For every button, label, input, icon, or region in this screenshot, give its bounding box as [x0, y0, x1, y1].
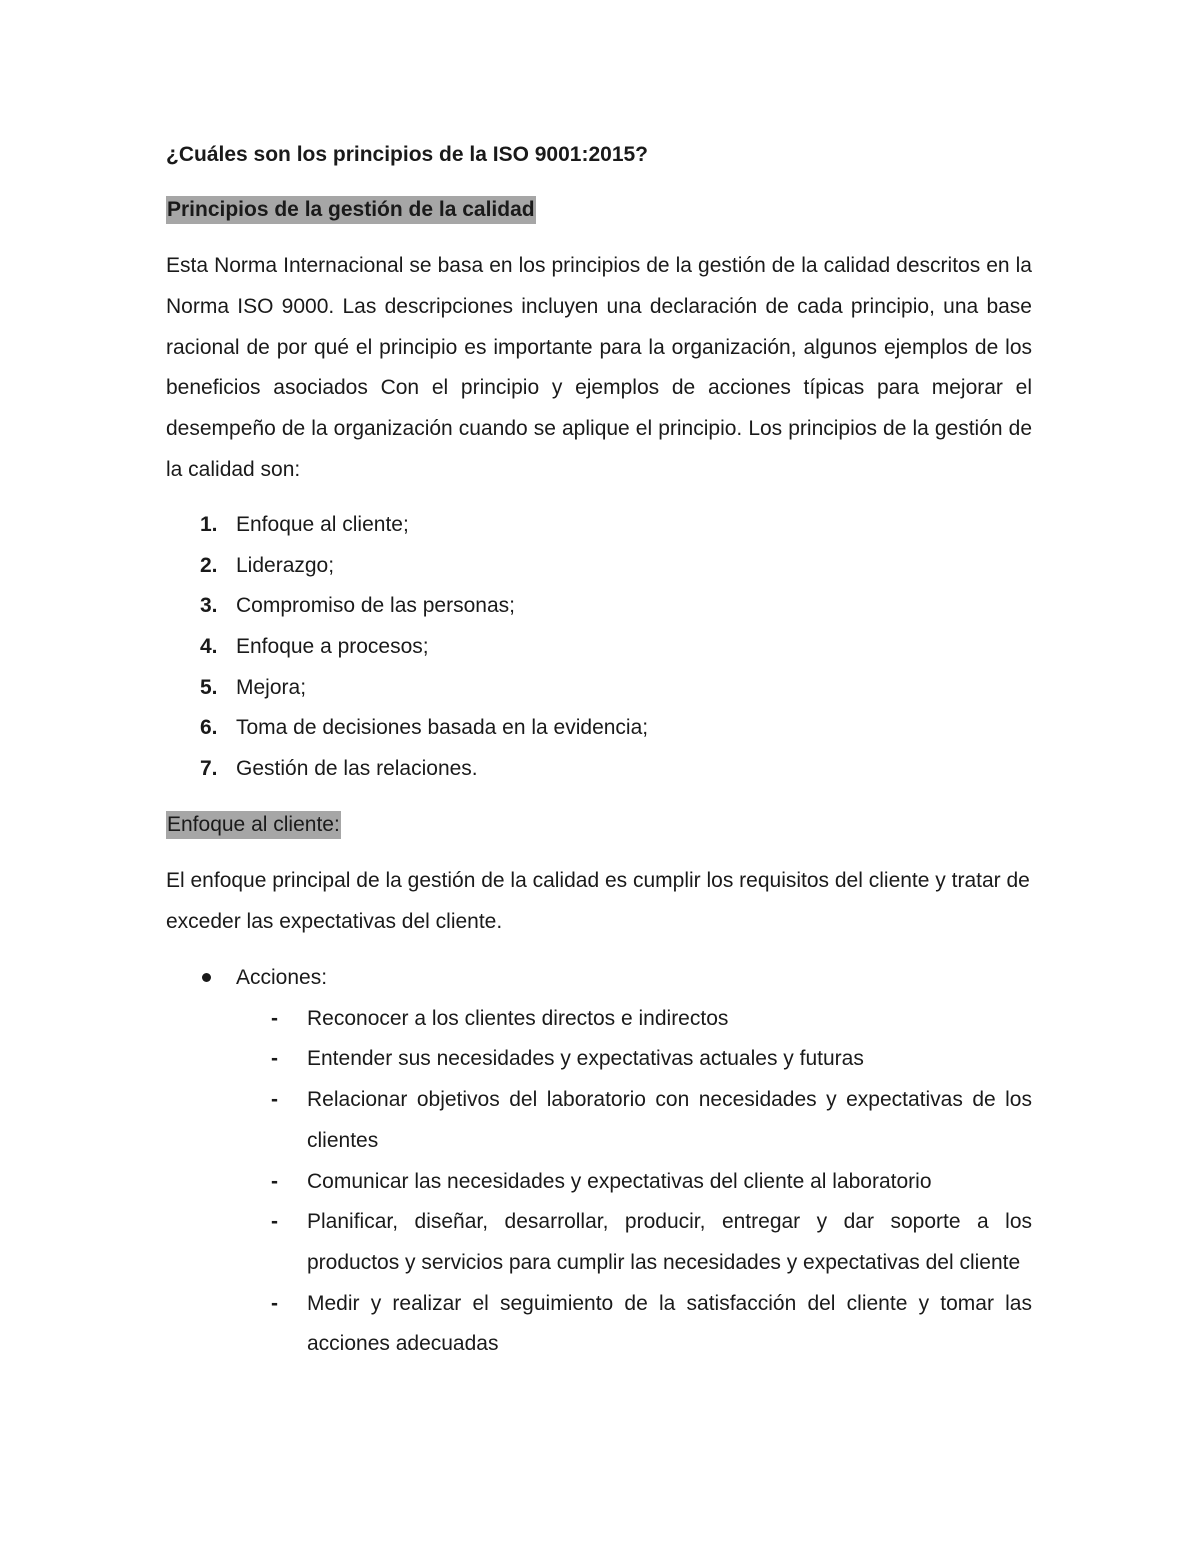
list-item-text: Toma de decisiones basada en la evidencia; — [236, 716, 649, 740]
list-item-number: 1. — [200, 513, 218, 536]
list-item-text: Comunicar las necesidades y expectativas del cliente al laboratorio — [307, 1169, 932, 1193]
list-item-text: Compromiso de las personas; — [236, 594, 515, 618]
list-item-text: Medir y realizar el seguimiento de la satisfacción del cliente y tomar las acciones adecuadas — [307, 1291, 1032, 1356]
list-item-text: Reconocer a los clientes directos e indirectos — [307, 1006, 729, 1030]
list-item-number: 5. — [200, 675, 218, 699]
list-item — [166, 1202, 1032, 1283]
section-heading-customer-focus: Enfoque al cliente: — [166, 811, 341, 839]
list-item-number: 3. — [200, 594, 218, 618]
list-item-text: Enfoque al cliente; — [236, 513, 409, 536]
dash-marker: - — [271, 1088, 278, 1112]
list-item-text: Relacionar objetivos del laboratorio con necesidades y expectativas de los clientes — [307, 1088, 1032, 1152]
customer-focus-paragraph: El enfoque principal de la gestión de la calidad es cumplir los requisitos del cliente y tratar de exceder las expectativas del cliente. — [166, 869, 1030, 933]
list-item — [166, 999, 1032, 1040]
list-item-text: Enfoque a procesos; — [236, 635, 429, 659]
list-item — [166, 1039, 1032, 1080]
intro-paragraph: Esta Norma Internacional se basa en los principios de la gestión de la calidad descritos en la Norma ISO 9000. Las descripciones incluyen una declaración de cada principio, una base racional de por qué el principio es importante para la organización, algunos ejemplos de los beneficios asociados Con el principio y ejemplos de acciones típicas para mejorar el desempeño de la organización cuando se aplique el principio. Los principios de la gestión de la calidad son: — [166, 254, 1032, 481]
list-item-number: 6. — [200, 716, 218, 740]
list-item-number: 4. — [200, 635, 218, 659]
list-item — [166, 1080, 1032, 1161]
list-item-text: Liderazgo; — [236, 553, 335, 577]
document-title: ¿Cuáles son los principios de la ISO 9001:2015? — [166, 143, 649, 166]
list-item-number: 7. — [200, 757, 218, 781]
list-item-number: 2. — [200, 553, 218, 577]
list-item-text: Mejora; — [236, 675, 307, 699]
actions-block — [166, 958, 1032, 1365]
dash-marker: - — [271, 1210, 278, 1234]
dash-marker: - — [271, 1169, 278, 1193]
section-heading-principles: Principios de la gestión de la calidad — [166, 196, 536, 224]
actions-label: Acciones: — [236, 966, 328, 989]
dash-marker: - — [271, 1291, 278, 1315]
list-item-text: Planificar, diseñar, desarrollar, producir, entregar y dar soporte a los productos y servicios para cumplir las necesidades y expectativas del cliente — [307, 1210, 1032, 1274]
list-item — [166, 1284, 1032, 1365]
actions-bullet — [166, 958, 1032, 999]
dash-marker: - — [271, 1047, 278, 1071]
list-item-text: Gestión de las relaciones. — [236, 757, 478, 781]
dash-marker: - — [271, 1006, 278, 1030]
list-item-text: Entender sus necesidades y expectativas actuales y futuras — [307, 1047, 864, 1071]
bullet-icon — [202, 973, 211, 982]
actions-list — [166, 999, 1032, 1365]
list-item — [166, 1162, 1032, 1203]
